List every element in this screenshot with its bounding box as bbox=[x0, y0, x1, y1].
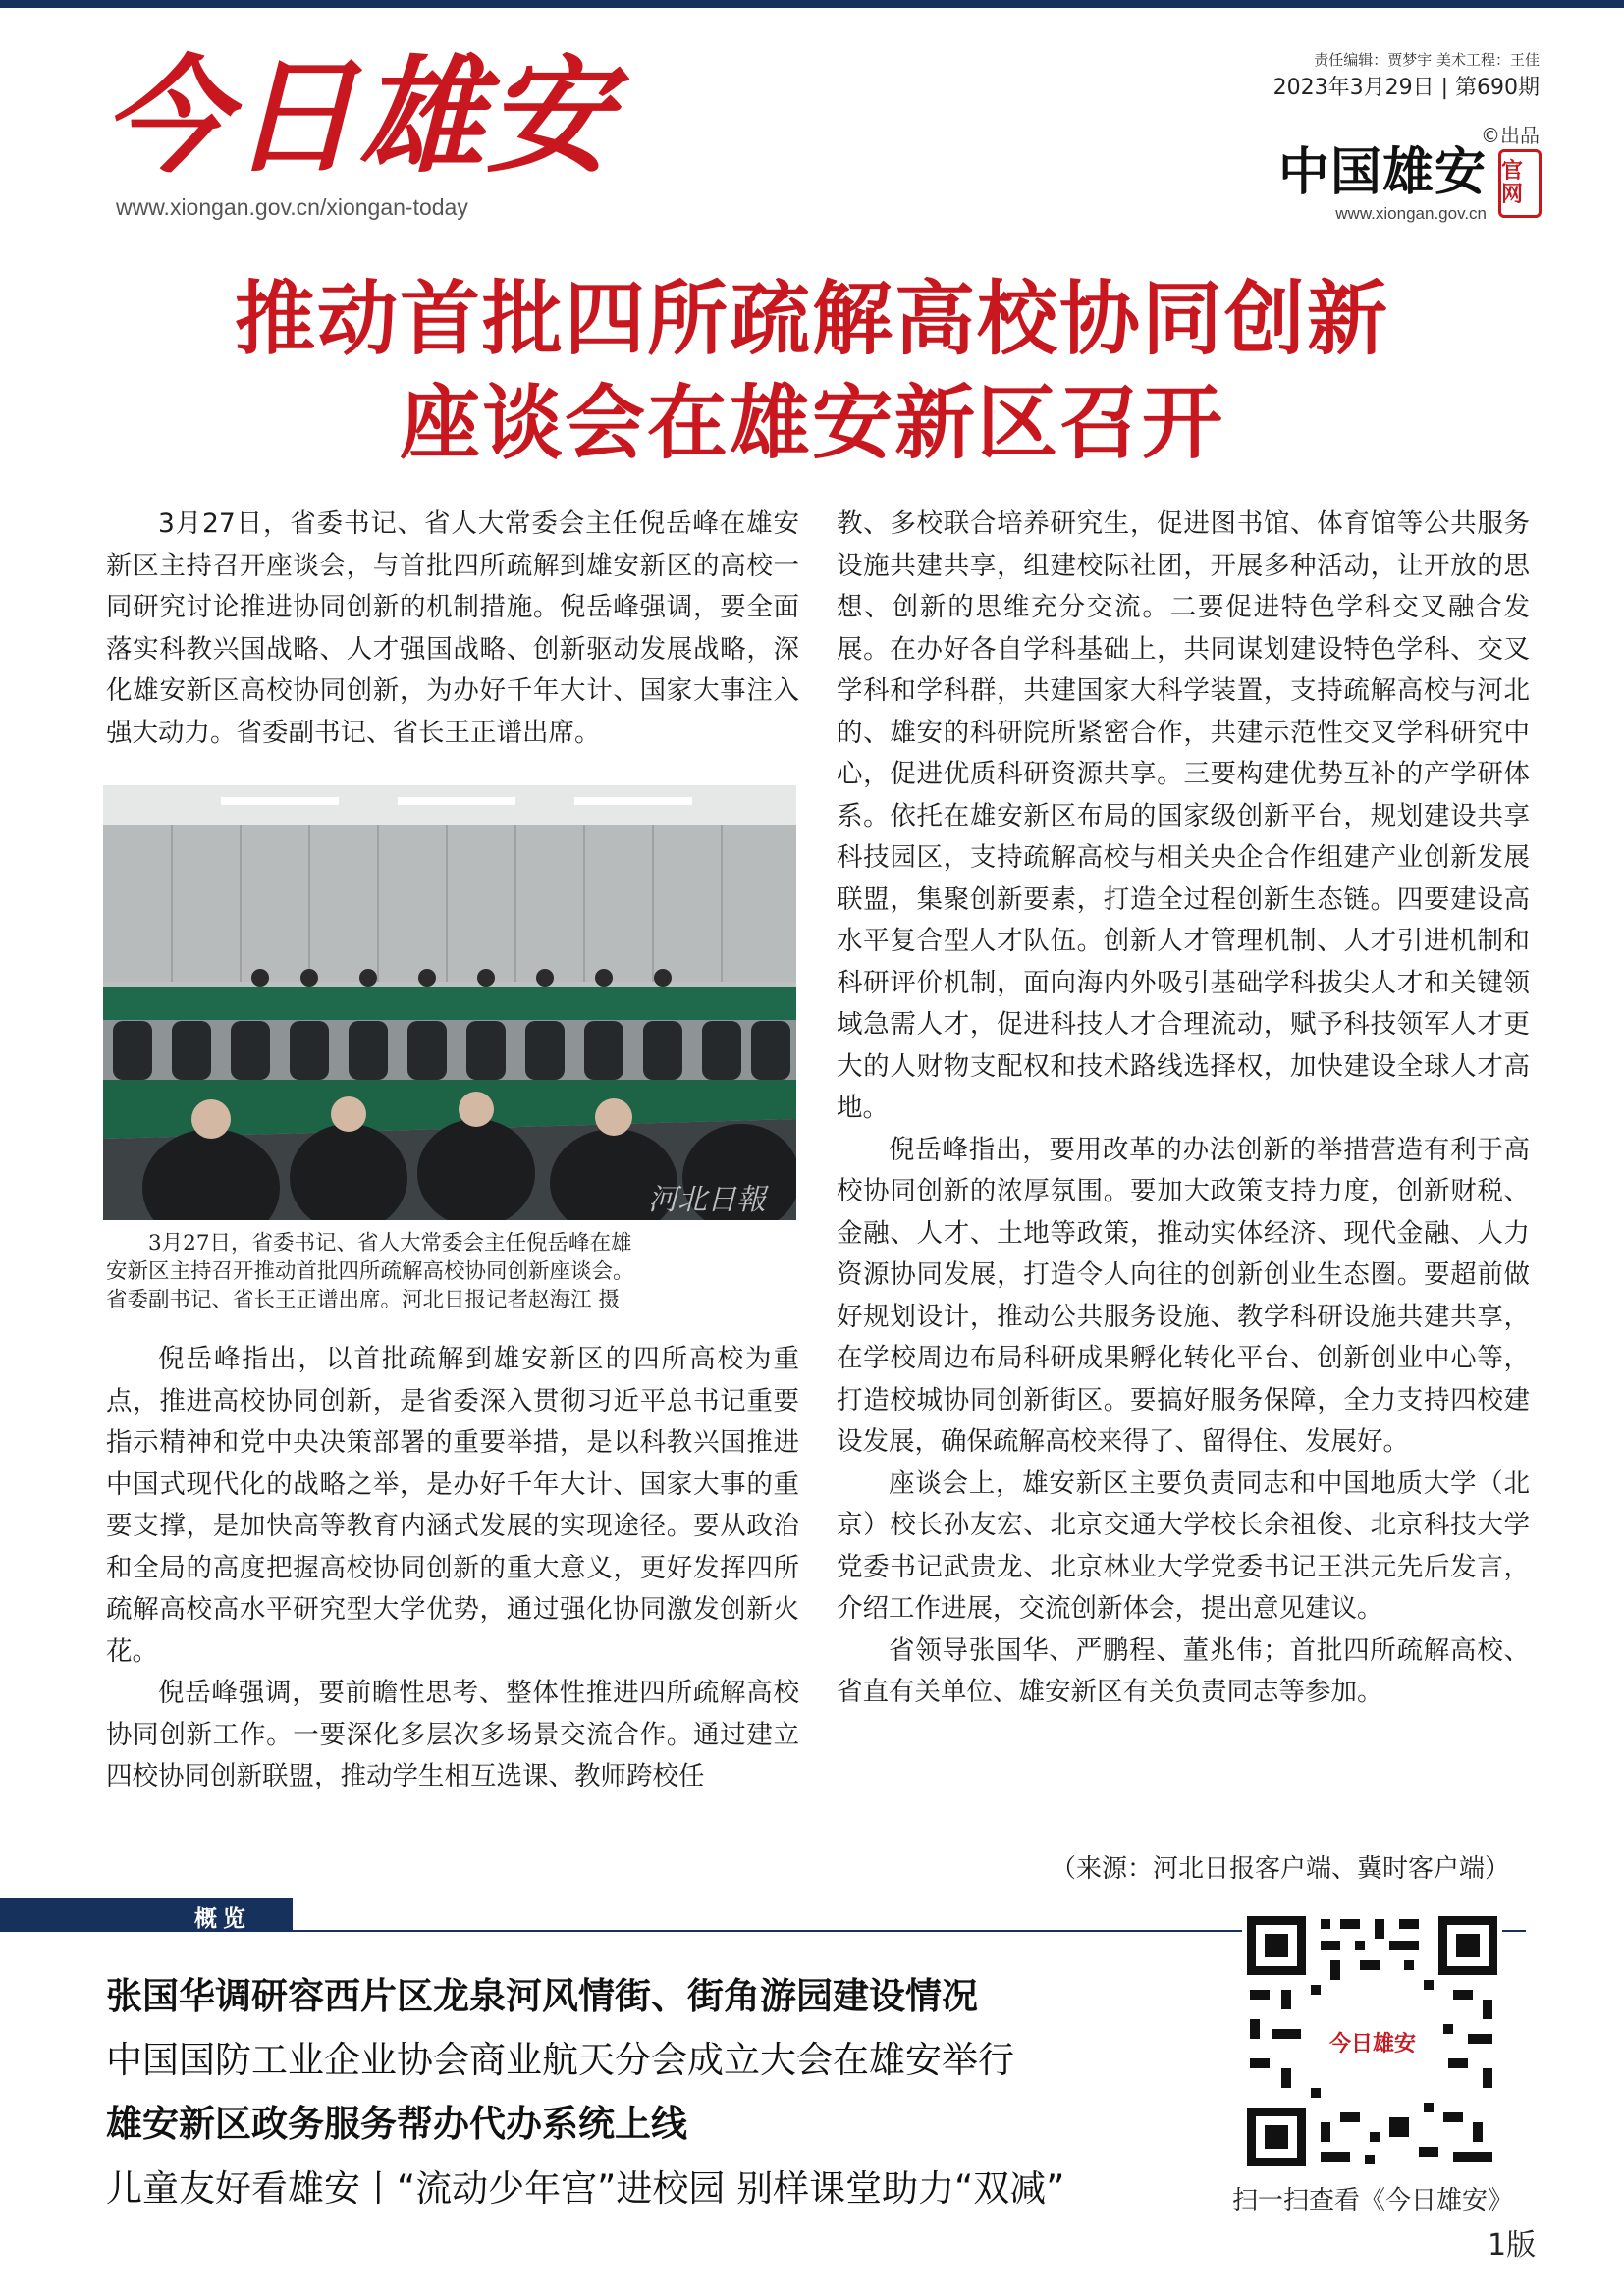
headline bbox=[0, 267, 1624, 475]
article-paragraph-4: 倪岳峰指出，要用改革的办法创新的举措营造有利于高校协同创新的浓厚氛围。要加大政策支持力度，创新财税、金融、人才、土地等政策，推动实体经济、现代金融、人力资源协同发展，打造令人向往的创新创业生态圈。要超前做好规划设计，推动公共服务设施、教学科研设施共建共享，在学校周边布局科研成果孵化转化平台、创新创业中心等，打造校城协同创新街区。要搞好服务保障，全力支持四校建设发展，确保疏解高校来得了、留得住、发展好。 bbox=[837, 1134, 1530, 1457]
brand-url[interactable]: www.xiongan.gov.cn bbox=[1335, 204, 1487, 223]
article-column-left-bottom bbox=[106, 1339, 799, 1798]
overview-item-1[interactable]: 张国华调研容西片区龙泉河风情街、街角游园建设情况 bbox=[106, 1975, 978, 2017]
article-column-right bbox=[837, 504, 1530, 1714]
article-column-left-top bbox=[106, 504, 799, 754]
produced-by: ©出品 bbox=[1481, 124, 1540, 147]
meeting-photo bbox=[103, 785, 796, 1220]
issue-date: 2023年3月29日 | 第690期 bbox=[1272, 76, 1540, 100]
article-paragraph-1: 3月27日，省委书记、省人大常委会主任倪岳峰在雄安新区主持召开座谈会，与首批四所疏解到雄安新区的高校一同研究讨论推进协同创新的机制措施。倪岳峰强调，要全面落实科教兴国战略、人才强国战略、创新驱动发展战略，深化雄安新区高校协同创新，为办好千年大计、国家大事注入强大动力。省委副书记、省长王正谱出席。 bbox=[106, 508, 799, 748]
qr-center-logo: 今日雄安 bbox=[1328, 2031, 1417, 2056]
article-source: （来源：河北日报客户端、冀时客户端） bbox=[1050, 1854, 1510, 1884]
overview-item-2[interactable]: 中国国防工业企业协会商业航天分会成立大会在雄安举行 bbox=[106, 2039, 1014, 2081]
overview-item-3[interactable]: 雄安新区政务服务帮办代办系统上线 bbox=[106, 2103, 687, 2145]
brand-logo: 中国雄安 bbox=[1277, 142, 1487, 202]
overview-label: 概览 bbox=[194, 1906, 251, 1932]
top-navy-bar bbox=[0, 0, 1624, 8]
masthead-url[interactable]: www.xiongan.gov.cn/xiongan-today bbox=[116, 194, 468, 220]
overview-item-4[interactable]: 儿童友好看雄安丨“流动少年宫”进校园 别样课堂助力“双减” bbox=[106, 2167, 1065, 2210]
qr-label: 扫一扫查看《今日雄安》 bbox=[1231, 2186, 1513, 2216]
article-paragraph-6: 省领导张国华、严鹏程、董兆伟；首批四所疏解高校、省直有关单位、雄安新区有关负责同志等参加。 bbox=[837, 1634, 1530, 1707]
page-number: 1版 bbox=[1488, 2228, 1537, 2263]
editors-credit: 责任编辑：贾梦宇 美术工程：王佳 bbox=[1314, 51, 1540, 69]
article-paragraph-3b: 教、多校联合培养研究生，促进图书馆、体育馆等公共服务设施共建共享，组建校际社团，开展多种活动，让开放的思想、创新的思维充分交流。二要促进特色学科交叉融合发展。在办好各自学科基础上，共同谋划建设特色学科、交叉学科和学科群，共建国家大科学装置，支持疏解高校与河北的、雄安的科研院所紧密合作，共建示范性交叉学科研究中心，促进优质科研资源共享。三要构建优势互补的产学研体系。依托在雄安新区布局的国家级创新平台，规划建设共享科技园区，支持疏解高校与相关央企合作组建产业创新发展联盟，集聚创新要素，打造全过程创新生态链。四要建设高水平复合型人才队伍。创新人才管理机制、人才引进机制和科研评价机制，面向海内外吸引基础学科拔尖人才和关键领域急需人才，促进科技人才合理流动，赋予科技领军人才更大的人财物支配权和技术路线选择权，加快建设全球人才高地。 bbox=[837, 508, 1530, 1123]
caption-line-3: 省委副书记、省长王正谱出席。河北日报记者赵海江 摄 bbox=[106, 1288, 620, 1312]
article-paragraph-3a: 倪岳峰强调，要前瞻性思考、整体性推进四所疏解高校协同创新工作。一要深化多层次多场景交流合作。通过建立四校协同创新联盟，推动学生相互选课、教师跨校任 bbox=[106, 1678, 799, 1791]
qr-code-icon[interactable] bbox=[1242, 1911, 1502, 2171]
headline-line-1: 推动首批四所疏解高校协同创新 bbox=[234, 272, 1389, 366]
caption-line-2: 安新区主持召开推动首批四所疏解高校协同创新座谈会。 bbox=[106, 1259, 634, 1284]
article-paragraph-5: 座谈会上，雄安新区主要负责同志和中国地质大学（北京）校长孙友宏、北京交通大学校长余祖俊、北京科技大学党委书记武贵龙、北京林业大学党委书记王洪元先后发言，介绍工作进展，交流创新体会，提出意见建议。 bbox=[837, 1468, 1530, 1624]
photo-watermark: 河北日報 bbox=[648, 1183, 766, 1217]
photo-caption bbox=[106, 1229, 799, 1314]
masthead-logo: 今日雄安 bbox=[103, 43, 615, 190]
article-paragraph-2: 倪岳峰指出，以首批疏解到雄安新区的四所高校为重点，推进高校协同创新，是省委深入贯彻习近平总书记重要指示精神和党中央决策部署的重要举措，是以科教兴国推进中国式现代化的战略之举，是办好千年大计、国家大事的重要支撑，是加快高等教育内涵式发展的实现途径。要从政治和全局的高度把握高校协同创新的重大意义，更好发挥四所疏解高校高水平研究型大学优势，通过强化协同激发创新火花。 bbox=[106, 1344, 799, 1667]
seal-icon: 官网 bbox=[1498, 149, 1542, 218]
caption-line-1: 3月27日，省委书记、省人大常委会主任倪岳峰在雄 bbox=[148, 1231, 632, 1255]
headline-line-2: 座谈会在雄安新区召开 bbox=[399, 376, 1224, 470]
